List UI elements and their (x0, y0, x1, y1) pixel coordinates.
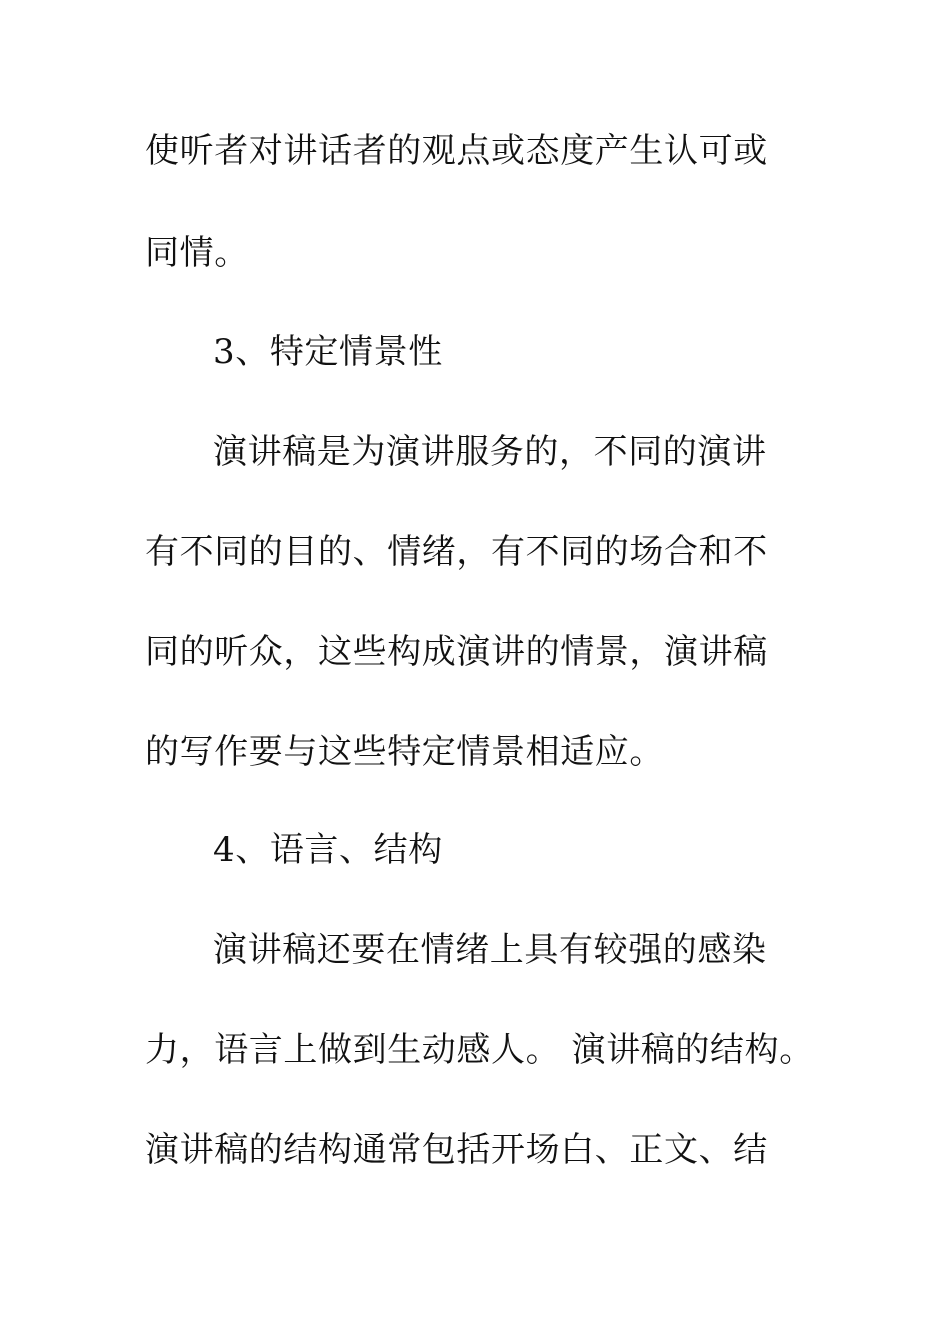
section-heading: 3、特定情景性 (213, 332, 443, 372)
paragraph-line: 演讲稿的结构通常包括开场白、正文、结 (145, 1130, 768, 1170)
paragraph-line: 使听者对讲话者的观点或态度产生认可或 (145, 131, 768, 171)
paragraph-line: 演讲稿是为演讲服务的，不同的演讲 (213, 432, 767, 472)
paragraph-line: 演讲稿还要在情绪上具有较强的感染 (213, 930, 767, 970)
paragraph-line: 的写作要与这些特定情景相适应。 (145, 732, 664, 772)
section-heading: 4、语言、结构 (213, 830, 443, 870)
paragraph-line: 同情。 (145, 233, 249, 273)
paragraph-line: 力，语言上做到生动感人。 演讲稿的结构。 (145, 1030, 814, 1070)
paragraph-line: 同的听众，这些构成演讲的情景，演讲稿 (145, 632, 768, 672)
paragraph-line: 有不同的目的、情绪，有不同的场合和不 (145, 532, 768, 572)
